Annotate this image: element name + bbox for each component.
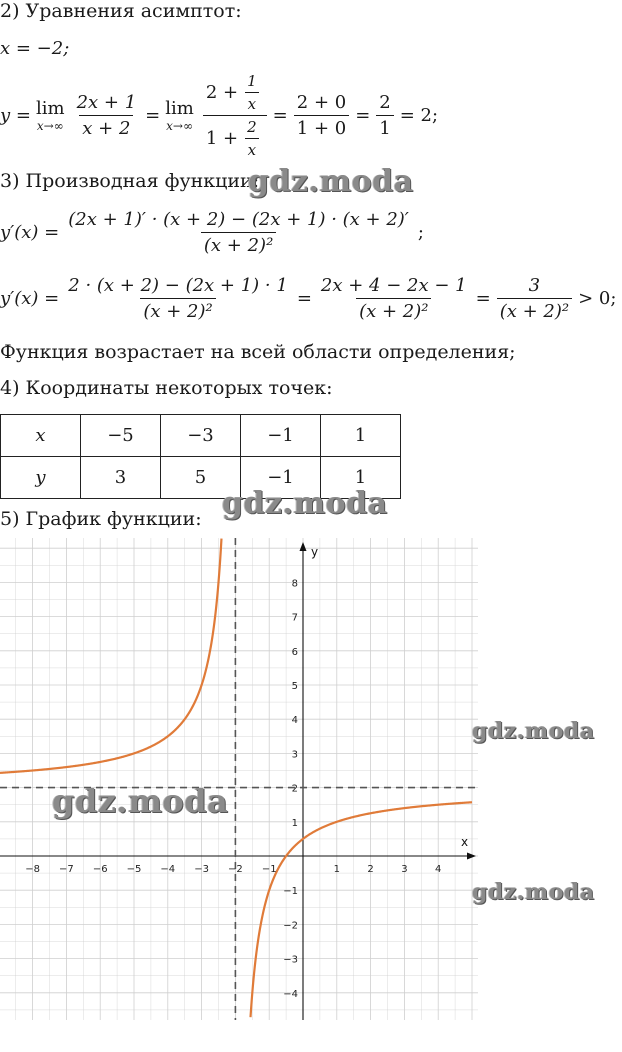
equals: = — [296, 287, 312, 309]
table-cell: 1 — [321, 415, 401, 457]
fraction-2 — [203, 72, 267, 159]
lhs: y′(x) = — [0, 287, 60, 309]
y-tick-label: 3 — [291, 749, 298, 761]
inner-numerator: 2 — [247, 117, 257, 136]
x-tick-label: −5 — [126, 864, 142, 875]
y-tick-label: 1 — [291, 817, 298, 829]
x-axis-label: x — [461, 835, 469, 849]
y-tick-label: 4 — [291, 715, 298, 727]
inner-denominator: x — [245, 138, 259, 159]
table-cell: −3 — [161, 415, 241, 457]
x-axis-arrow — [467, 853, 476, 860]
lim-word: lim — [165, 97, 194, 119]
y-tick-label: −2 — [283, 920, 298, 932]
y-tick-label: 7 — [291, 612, 298, 624]
function-graph — [0, 538, 478, 1020]
denominator: 1 — [376, 115, 393, 139]
numerator: 2x + 1 — [76, 91, 137, 113]
denominator: (x + 2)² — [356, 298, 431, 322]
grid — [0, 538, 478, 1020]
equals: = — [272, 104, 288, 126]
fraction-1 — [65, 275, 291, 322]
table-cell: −1 — [241, 457, 321, 499]
numerator-term: 2 + — [205, 81, 239, 103]
result: = 2; — [399, 104, 439, 126]
inner-numerator: 1 — [247, 71, 257, 90]
y-tick-label: 6 — [291, 646, 298, 658]
y-axis-label: y — [311, 545, 319, 559]
fraction-2 — [318, 275, 470, 322]
fraction-3 — [294, 92, 349, 139]
lim-subscript: x→∞ — [36, 118, 64, 133]
table-cell: 5 — [161, 457, 241, 499]
watermark: gdz.moda — [472, 718, 595, 744]
denominator: 1 + 0 — [294, 115, 349, 139]
table-cell: y — [1, 457, 81, 499]
watermark: gdz.moda — [222, 486, 388, 521]
table-cell: −1 — [241, 415, 321, 457]
denominator — [203, 115, 267, 159]
x-tick-label: 4 — [435, 864, 442, 875]
numerator: 2x + 4 − 2x − 1 — [320, 274, 467, 296]
curve-right-branch — [251, 802, 473, 1017]
numerator: 2 + 0 — [296, 91, 347, 113]
table-cell: 3 — [81, 457, 161, 499]
lim-subscript: x→∞ — [166, 118, 193, 133]
y-tick-label: −1 — [283, 886, 298, 898]
section-3-heading: 3) Производная функции: — [0, 170, 260, 192]
derivative-line-1 — [0, 204, 424, 260]
y-axis-arrow — [300, 542, 307, 551]
numerator: 2 — [379, 91, 391, 113]
table-cell: −5 — [81, 415, 161, 457]
inequality: > 0; — [578, 287, 617, 309]
monotonic-conclusion: Функция возрастает на всей области определения; — [0, 341, 516, 363]
x-tick-label: 3 — [401, 864, 408, 875]
x-tick-label: 1 — [333, 864, 340, 875]
numerator: 2 · (x + 2) − (2x + 1) · 1 — [68, 274, 288, 296]
denominator: (x + 2)² — [497, 298, 572, 322]
x-tick-label: −4 — [160, 864, 176, 875]
numerator — [203, 72, 267, 115]
section-4-heading: 4) Координаты некоторых точек: — [0, 377, 333, 399]
vertical-asymptote-equation: x = −2; — [0, 38, 70, 59]
y-tick-label: 2 — [291, 783, 298, 795]
fraction-1 — [74, 92, 140, 139]
horizontal-asymptote-equation — [0, 72, 438, 158]
numerator: (2x + 1)′ · (x + 2) − (2x + 1) · (x + 2)′ — [68, 208, 409, 230]
curve-left-branch — [0, 539, 221, 773]
inner-denominator: x — [245, 92, 259, 113]
watermark: gdz.moda — [52, 782, 229, 820]
inner-fraction — [244, 118, 260, 159]
watermark: gdz.moda — [472, 879, 595, 905]
watermark: gdz.moda — [248, 164, 414, 199]
lhs: y′(x) = — [0, 221, 60, 243]
x-tick-label: −8 — [25, 864, 40, 875]
numerator: 3 — [528, 274, 541, 296]
x-tick-label: −1 — [261, 864, 277, 875]
table-row-x — [1, 415, 401, 457]
denominator: x + 2 — [79, 115, 133, 139]
table-cell: x — [1, 415, 81, 457]
limit-1 — [36, 98, 65, 133]
x-tick-label: 2 — [367, 864, 374, 875]
y-tick-label: 8 — [291, 578, 298, 590]
denominator: (x + 2)² — [201, 232, 276, 256]
derivative-fraction — [65, 209, 412, 256]
equals: = — [475, 287, 491, 309]
equals: = — [145, 104, 161, 126]
semicolon: ; — [417, 221, 424, 243]
fraction-4 — [376, 92, 393, 139]
denominator: (x + 2)² — [140, 298, 215, 322]
y-tick-label: −4 — [283, 988, 298, 1000]
asymptotes — [0, 538, 478, 1020]
x-tick-label: −6 — [92, 864, 108, 875]
x-tick-label: −7 — [59, 864, 74, 875]
section-5-heading: 5) График функции: — [0, 508, 202, 530]
x-tick-label: −3 — [194, 864, 209, 875]
denominator-term: 1 + — [205, 127, 239, 149]
fraction-3 — [497, 275, 572, 322]
x-tick-label: −2 — [228, 864, 243, 875]
lhs: y = — [0, 104, 31, 126]
lim-word: lim — [35, 97, 65, 119]
section-2-heading: 2) Уравнения асимптот: — [0, 0, 242, 22]
limit-2 — [165, 98, 194, 133]
y-tick-label: 5 — [291, 681, 298, 692]
table-cell: 1 — [321, 457, 401, 499]
derivative-line-2 — [0, 270, 616, 326]
equals: = — [355, 104, 371, 126]
inner-fraction — [244, 72, 260, 113]
y-tick-label: −3 — [283, 954, 298, 966]
